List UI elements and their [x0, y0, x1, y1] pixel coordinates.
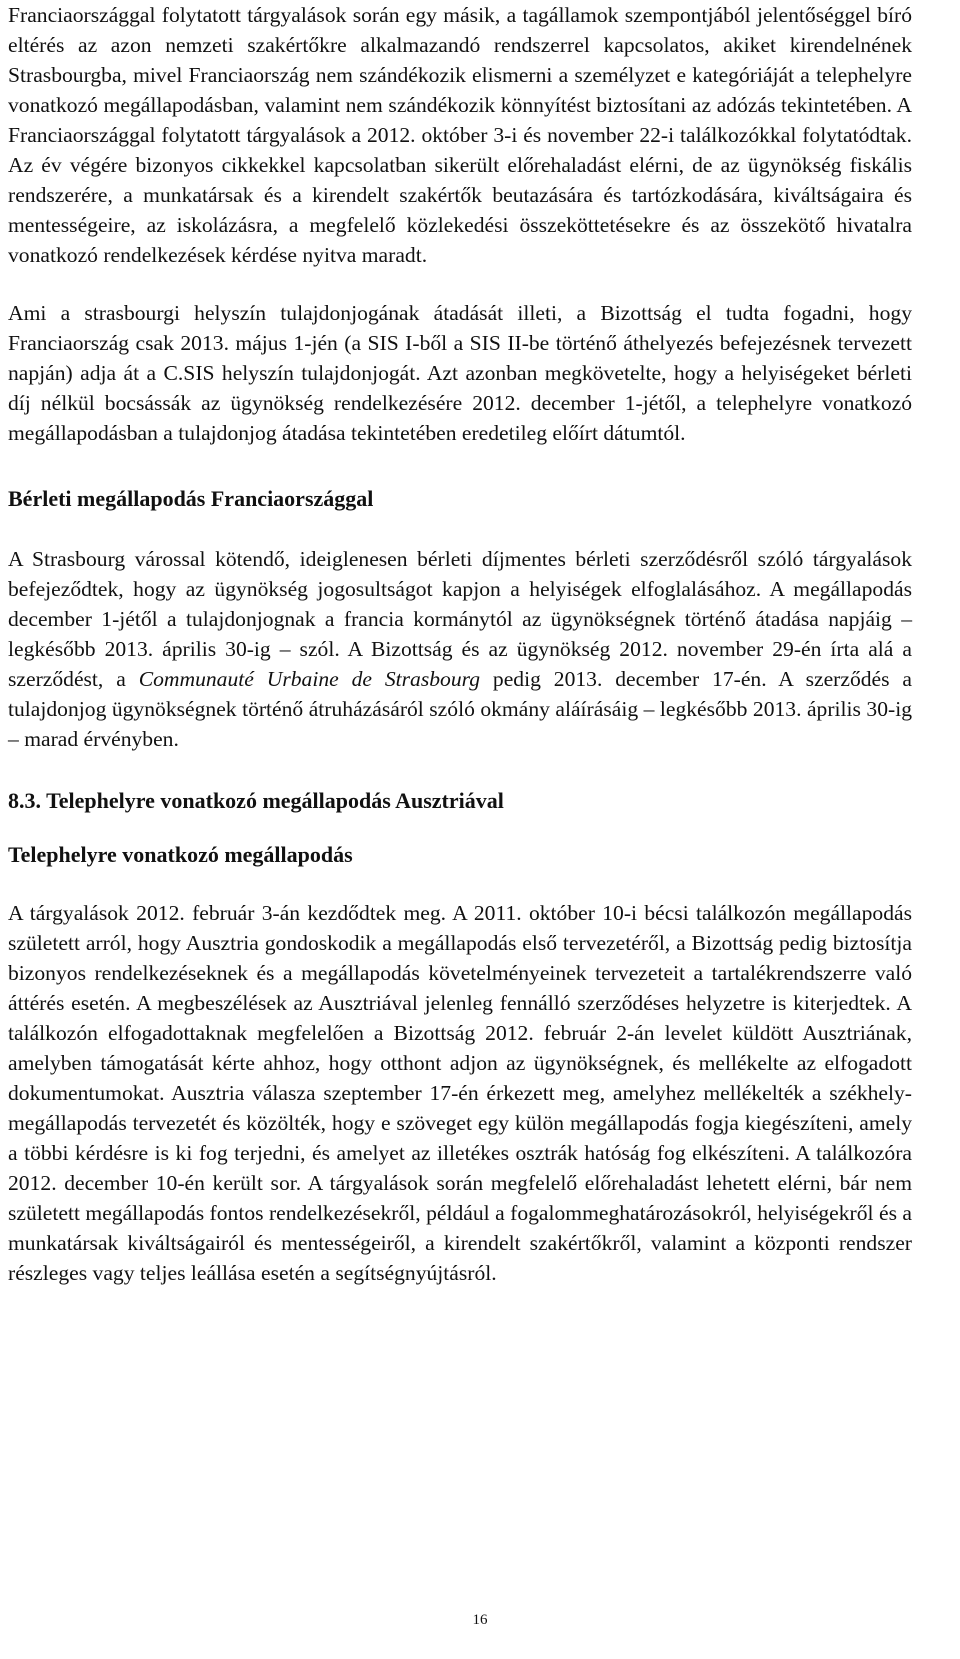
lease-text-part-2: pedig 2013. december 17-én. A szerződés a tulajdonjog ügynökségnek történő átruházásáról szóló okmány aláírásáig – legkésőbb 2013. április 30-ig – marad érvényben. — [8, 667, 912, 751]
heading-section-8-3: 8.3. Telephelyre vonatkozó megállapodás Ausztriával — [8, 788, 504, 813]
heading-site-agreement: Telephelyre vonatkozó megállapodás — [8, 842, 353, 867]
lease-text-italic: Communauté Urbaine de Strasbourg — [138, 667, 481, 691]
paragraph-ownership-transfer: Ami a strasbourgi helyszín tulajdonjogának átadását illeti, a Bizottság el tudta fogadni, hogy Franciaország csak 2013. május 1-jén (a SIS I-ből a SIS II-be történő áthelyezés befejezésnek tervezett napján) adja át a C.SIS helyszín tulajdonjogát. Azt azonban megkövetelte, hogy a helyiségeket bérleti díj nélkül bocsássák az ügynökség rendelkezésére 2012. december 1-jétől, a telephelyre vonatkozó megállapodásban a tulajdonjog átadása tekintetében eredetileg előírt dátumtól. — [8, 301, 912, 445]
paragraph-austria-negotiations: A tárgyalások 2012. február 3-án kezdődtek meg. A 2011. október 10-i bécsi találkozón megállapodás született arról, hogy Ausztria gondoskodik a megállapodás első tervezetéről, a Bizottság pedig biztosítja bizonyos rendelkezéseknek és a megállapodás követelményeinek tervezeteit a tartalékrendszerre való áttérés esetén. A megbeszélések az Ausztriával jelenleg fennálló szerződéses helyzetre is kiterjedtek. A találkozón elfogadottaknak megfelelően a Bizottság 2012. február 2-án levelet küldött Ausztriának, amelyben támogatását kérte ahhoz, hogy otthont adjon az ügynökségnek, és mellékelte az elfogadott dokumentumokat. Ausztria válasza szeptember 17-én érkezett meg, amelyhez mellékelték a székhely-megállapodás tervezetét és közölték, hogy e szöveget egy külön megállapodás fogja kiegészíteni, amely a többi kérdésre is ki fog terjedni, és amelyet az illetékes osztrák hatóság fog elkészíteni. A találkozóra 2012. december 10-én került sor. A tárgyalások során megfelelő előrehaladást lehetett elérni, bár nem született megállapodás fontos rendelkezésekről, például a fogalommeghatározásokról, helyiségekről és a munkatársak kiváltságairól és mentességeiről, a kirendelt szakértőkről, valamint a központi rendszer részleges vagy teljes leállása esetén a segítségnyújtásról. — [8, 901, 912, 1285]
lease-text-part-1: A Strasbourg várossal kötendő, ideiglenesen bérleti díjmentes bérleti szerződésről szóló tárgyalások befejeződtek, hogy az ügynökség jogosultságot kapjon a helyiségek elfoglalásához. A megállapodás december 1-jétől a tulajdonjognak a francia kormánytól az ügynökségnek történő átadása napjáig – legkésőbb 2013. április 30-ig – szól. A Bizottság és az ügynökség 2012. november 29-én írta alá a szerződést, a — [8, 547, 912, 691]
paragraph-lease-details — [8, 544, 912, 754]
page-number: 16 — [472, 1612, 488, 1628]
paragraph-expert-regime: Franciaországgal folytatott tárgyalások során egy másik, a tagállamok szempontjából jelentőséggel bíró eltérés az azon nemzeti szakértőkre alkalmazandó rendszerrel kapcsolatos, akiket kirendelnének Strasbourgba, mivel Franciaország nem szándékozik elismerni a személyzet e kategóriáját a telephelyre vonatkozó megállapodásban, valamint nem szándékozik könnyítést biztosítani az adózás tekintetében. A Franciaországgal folytatott tárgyalások a 2012. október 3-i és november 22-i találkozókkal folytatódtak. Az év végére bizonyos cikkekkel kapcsolatban sikerült előrehaladást elérni, de az ügynökség fiskális rendszerére, a munkatársak és a kirendelt szakértők beutazására és tartózkodására, kiváltságaira és mentességeire, az iskolázásra, a megfelelő közlekedési összeköttetésekre és az összekötő hivatalra vonatkozó rendelkezések kérdése nyitva maradt. — [8, 3, 912, 267]
heading-lease-agreement: Bérleti megállapodás Franciaországgal — [8, 486, 374, 511]
document-page — [8, 0, 912, 1288]
